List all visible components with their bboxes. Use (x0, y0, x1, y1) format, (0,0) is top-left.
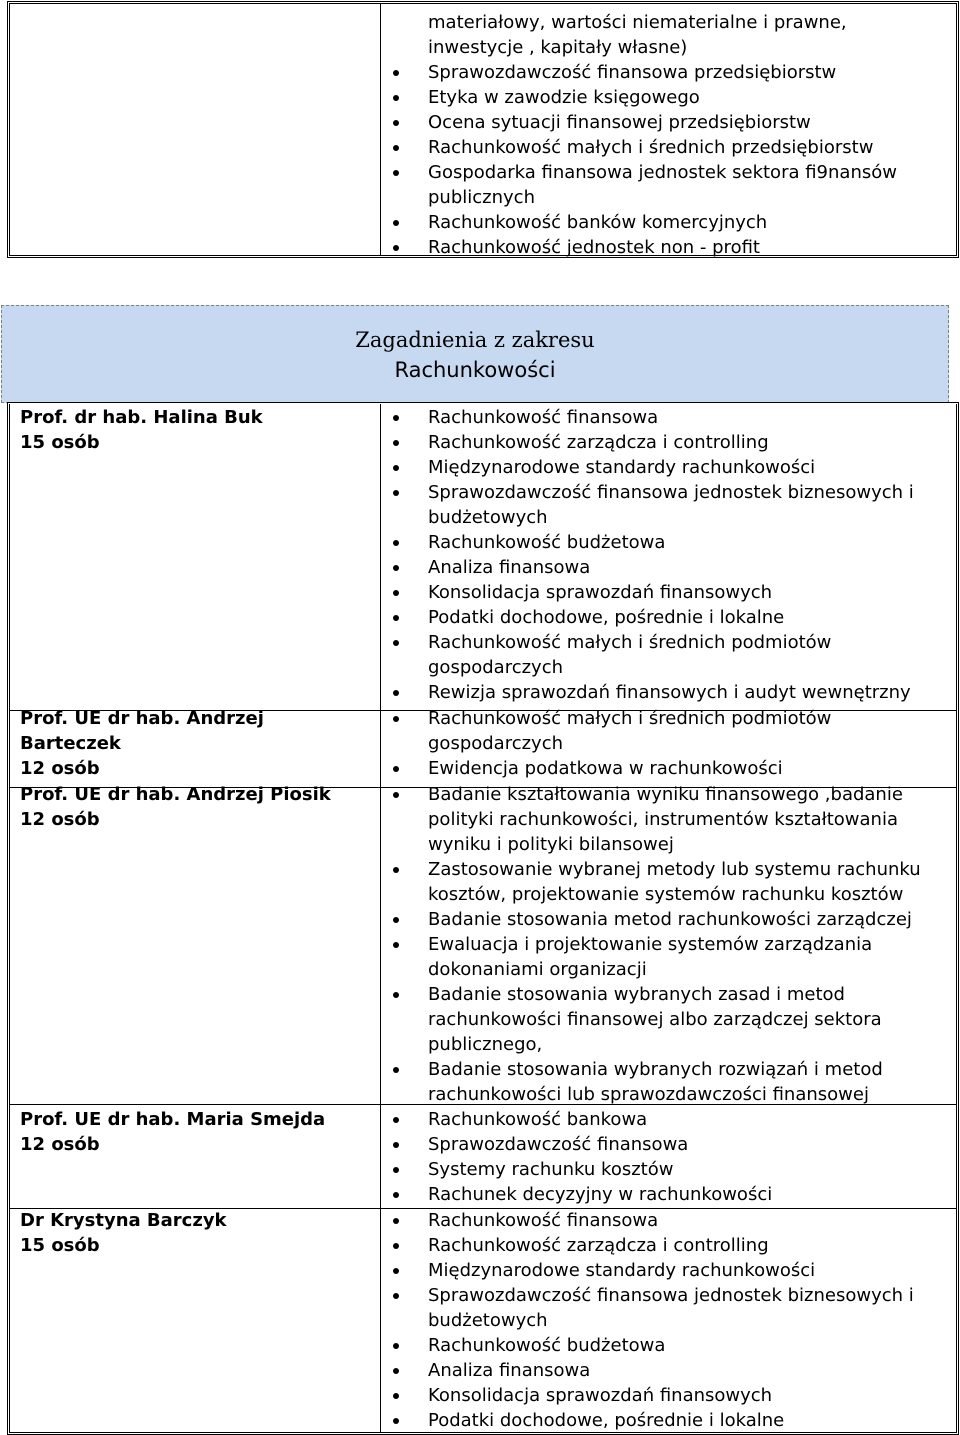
topic-text: rachunkowości lub sprawozdawczości finansowej (428, 1084, 869, 1105)
topic-item (380, 782, 921, 807)
topic-text: Konsolidacja sprawozdań finansowych (428, 1385, 773, 1406)
bullet-icon (393, 465, 399, 471)
bullet-icon (393, 766, 399, 772)
topic-item (380, 505, 914, 530)
bullet-icon (393, 1268, 399, 1274)
topic-item (380, 857, 921, 882)
topic-item (380, 1258, 914, 1283)
topic-list (380, 10, 897, 260)
bullet-icon (393, 1368, 399, 1374)
bullet-icon (393, 690, 399, 696)
topic-text: Międzynarodowe standardy rachunkowości (428, 457, 816, 478)
topic-item (380, 60, 897, 85)
topic-item (380, 1182, 772, 1207)
topic-text: Rachunkowość banków komercyjnych (428, 212, 768, 233)
bullet-icon (393, 540, 399, 546)
topic-text: budżetowych (428, 1310, 548, 1331)
topic-item (380, 210, 897, 235)
topic-text: Systemy rachunku kosztów (428, 1159, 674, 1180)
topic-item (380, 1358, 914, 1383)
topic-text: Rewizja sprawozdań finansowych i audyt wewnętrzny (428, 682, 911, 703)
bullet-icon (393, 1167, 399, 1173)
bullet-icon (393, 490, 399, 496)
bullet-icon (393, 992, 399, 998)
topic-text: Podatki dochodowe, pośrednie i lokalne (428, 1410, 785, 1431)
topic-item (380, 1082, 921, 1107)
student-count: 12 osób (20, 1134, 100, 1155)
topic-list (380, 405, 914, 705)
topic-text: publicznego, (428, 1034, 543, 1055)
topic-text: Rachunkowość małych i średnich podmiotów (428, 632, 832, 653)
topic-item (380, 455, 914, 480)
topic-item (380, 135, 897, 160)
bullet-icon (393, 1343, 399, 1349)
topic-text: Rachunkowość małych i średnich przedsiębiorstw (428, 137, 874, 158)
topic-item (380, 1007, 921, 1032)
topic-text: Międzynarodowe standardy rachunkowości (428, 1260, 816, 1281)
topic-text: publicznych (428, 187, 535, 208)
bullet-icon (393, 1393, 399, 1399)
bullet-icon (393, 70, 399, 76)
student-count: 15 osób (20, 432, 100, 453)
topic-item (380, 530, 914, 555)
topic-item (380, 756, 831, 781)
topic-item (380, 1333, 914, 1358)
section-header (1, 305, 949, 403)
topic-item (380, 1408, 914, 1433)
student-count: 15 osób (20, 1235, 100, 1256)
topic-text: Badanie kształtowania wyniku finansowego ,badanie (428, 784, 903, 805)
topic-item (380, 731, 831, 756)
topic-item (380, 235, 897, 260)
bullet-icon (393, 245, 399, 251)
supervisor-name: Prof. UE dr hab. Andrzej Piosik (20, 784, 331, 805)
bullet-icon (393, 640, 399, 646)
topic-list (380, 706, 831, 781)
topic-text: kosztów, projektowanie systemów rachunku kosztów (428, 884, 904, 905)
bullet-icon (393, 792, 399, 798)
topic-item (380, 405, 914, 430)
topic-item (380, 1032, 921, 1057)
topic-text: Podatki dochodowe, pośrednie i lokalne (428, 607, 785, 628)
topic-text: Rachunkowość jednostek non - profit (428, 237, 760, 258)
topic-text: Gospodarka finansowa jednostek sektora fi9nansów (428, 162, 897, 183)
topic-text: Rachunkowość budżetowa (428, 1335, 666, 1356)
topic-item (380, 555, 914, 580)
topic-item (380, 1233, 914, 1258)
topic-list (380, 1107, 772, 1207)
topic-item (380, 160, 897, 185)
supervisor-name: Prof. dr hab. Halina Buk (20, 407, 263, 428)
topic-list (380, 782, 921, 1107)
bullet-icon (393, 716, 399, 722)
topic-item (380, 580, 914, 605)
topic-item (380, 982, 921, 1007)
header-title-line2: Rachunkowości (394, 358, 556, 382)
topic-list (380, 1208, 914, 1433)
topic-text: Badanie stosowania wybranych zasad i metod (428, 984, 845, 1005)
bullet-icon (393, 1293, 399, 1299)
topic-item (380, 680, 914, 705)
bullet-icon (393, 867, 399, 873)
topic-item (380, 655, 914, 680)
bullet-icon (393, 440, 399, 446)
bullet-icon (393, 220, 399, 226)
topic-text: Analiza finansowa (428, 557, 591, 578)
supervisor-cell (20, 782, 331, 832)
bullet-icon (393, 565, 399, 571)
bullet-icon (393, 170, 399, 176)
supervisor-cell (20, 405, 263, 455)
topic-item (380, 932, 921, 957)
bullet-icon (393, 1067, 399, 1073)
bullet-icon (393, 615, 399, 621)
topic-text: gospodarczych (428, 657, 564, 678)
topic-text: Sprawozdawczość finansowa przedsiębiorstw (428, 62, 837, 83)
topic-item (380, 1107, 772, 1132)
topic-item (380, 430, 914, 455)
topic-text: Konsolidacja sprawozdań finansowych (428, 582, 773, 603)
topic-item (380, 907, 921, 932)
topic-item (380, 630, 914, 655)
topic-text: Sprawozdawczość finansowa (428, 1134, 689, 1155)
topic-item (380, 35, 897, 60)
topic-text: Rachunkowość finansowa (428, 407, 659, 428)
topic-text: Rachunek decyzyjny w rachunkowości (428, 1184, 773, 1205)
bullet-icon (393, 1418, 399, 1424)
topic-text: Ewaluacja i projektowanie systemów zarządzania (428, 934, 873, 955)
topic-text: Ocena sytuacji finansowej przedsiębiorstw (428, 112, 811, 133)
topic-text: budżetowych (428, 507, 548, 528)
topic-text: dokonaniami organizacji (428, 959, 647, 980)
bullet-icon (393, 1142, 399, 1148)
supervisor-name: Prof. UE dr hab. Andrzej (20, 708, 264, 729)
topic-item (380, 1057, 921, 1082)
topic-item (380, 1157, 772, 1182)
student-count: 12 osób (20, 758, 100, 779)
topic-item (380, 957, 921, 982)
topic-text: Ewidencja podatkowa w rachunkowości (428, 758, 783, 779)
bullet-icon (393, 1192, 399, 1198)
topic-text: Sprawozdawczość finansowa jednostek biznesowych i (428, 1285, 914, 1306)
topic-item (380, 605, 914, 630)
topic-text: Rachunkowość budżetowa (428, 532, 666, 553)
supervisors-table (9, 404, 957, 1433)
topic-text: polityki rachunkowości, instrumentów kształtowania (428, 809, 898, 830)
supervisor-cell (20, 706, 264, 781)
header-title-line1: Zagadnienia z zakresu (355, 328, 595, 352)
bullet-icon (393, 120, 399, 126)
topic-text: gospodarczych (428, 733, 564, 754)
topic-item (380, 110, 897, 135)
bullet-icon (393, 1243, 399, 1249)
bullet-icon (393, 415, 399, 421)
supervisor-name: Prof. UE dr hab. Maria Smejda (20, 1109, 326, 1130)
topic-text: Sprawozdawczość finansowa jednostek biznesowych i (428, 482, 914, 503)
topic-text: wyniku i polityki bilansowej (428, 834, 674, 855)
supervisor-name: Dr Krystyna Barczyk (20, 1210, 227, 1231)
topic-text: materiałowy, wartości niematerialne i prawne, (428, 12, 847, 33)
topic-item (380, 1308, 914, 1333)
student-count: 12 osób (20, 809, 100, 830)
topic-text: Badanie stosowania metod rachunkowości zarządczej (428, 909, 912, 930)
previous-topics-table (9, 3, 957, 256)
supervisor-name: Barteczek (20, 733, 121, 754)
topic-text: Rachunkowość zarządcza i controlling (428, 432, 769, 453)
bullet-icon (393, 917, 399, 923)
topic-text: Rachunkowość bankowa (428, 1109, 648, 1130)
topic-item (380, 1283, 914, 1308)
topic-item (380, 185, 897, 210)
topic-item (380, 882, 921, 907)
topic-text: Rachunkowość zarządcza i controlling (428, 1235, 769, 1256)
bullet-icon (393, 145, 399, 151)
topic-text: Analiza finansowa (428, 1360, 591, 1381)
topic-item (380, 706, 831, 731)
topic-item (380, 480, 914, 505)
supervisor-cell (20, 1208, 227, 1258)
topic-text: Rachunkowość finansowa (428, 1210, 659, 1231)
bullet-icon (393, 1117, 399, 1123)
topic-text: Badanie stosowania wybranych rozwiązań i metod (428, 1059, 883, 1080)
topic-text: Zastosowanie wybranej metody lub systemu rachunku (428, 859, 921, 880)
topic-item (380, 1208, 914, 1233)
topic-text: inwestycje , kapitały własne) (428, 37, 688, 58)
topic-item (380, 1132, 772, 1157)
bullet-icon (393, 942, 399, 948)
bullet-icon (393, 1218, 399, 1224)
bullet-icon (393, 95, 399, 101)
bullet-icon (393, 590, 399, 596)
topic-text: rachunkowości finansowej albo zarządczej sektora (428, 1009, 882, 1030)
topic-text: Rachunkowość małych i średnich podmiotów (428, 708, 832, 729)
topic-item (380, 832, 921, 857)
topic-item (380, 85, 897, 110)
supervisor-cell (20, 1107, 325, 1157)
topic-item (380, 1383, 914, 1408)
topic-text: Etyka w zawodzie księgowego (428, 87, 700, 108)
topic-item (380, 10, 897, 35)
topic-item (380, 807, 921, 832)
